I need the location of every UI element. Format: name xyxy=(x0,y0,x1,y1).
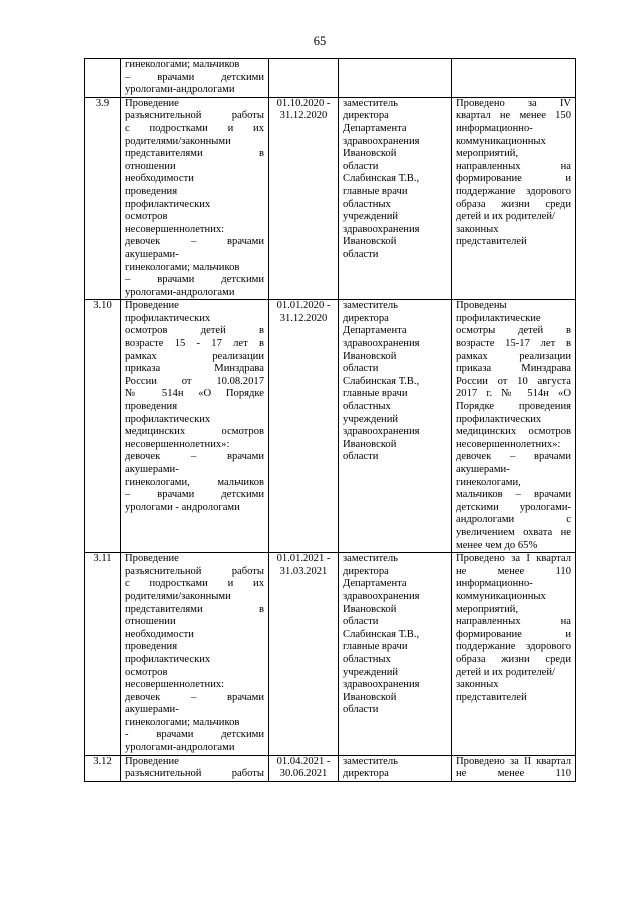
period-cell-line: 01.01.2020 - xyxy=(276,300,331,312)
period-cell-line: 01.04.2021 - xyxy=(276,755,331,767)
activity-cell-line: акушерами- xyxy=(125,464,179,475)
row-number xyxy=(85,59,121,98)
result-cell-line: коммуникационных xyxy=(456,135,546,147)
responsible-cell-line: областных xyxy=(343,198,391,210)
activity-cell-line: - врачами детскими xyxy=(125,729,264,741)
result-cell xyxy=(452,97,576,300)
responsible-cell-line: области xyxy=(343,160,379,172)
responsible-cell-line: учреждений xyxy=(343,413,399,425)
responsible-cell xyxy=(339,553,452,756)
result-cell-line: акушерами- xyxy=(456,464,510,475)
result-cell-line: Проведено за I квартал xyxy=(456,553,571,565)
activity-cell-line: Проведение xyxy=(125,755,179,767)
activity-cell-line: родителями/законными xyxy=(125,590,231,602)
activity-cell-line: с подростками и их xyxy=(125,578,264,590)
result-cell-line: не менее 110 xyxy=(456,768,571,780)
result-cell-line: Проведены xyxy=(456,300,507,312)
activity-cell-line: девочек – врачами xyxy=(125,236,264,248)
activity-cell-line: возрасте 15 - 17 лет в xyxy=(125,338,264,350)
responsible-cell-line: области xyxy=(343,363,379,375)
activity-cell-line: необходимости xyxy=(125,173,194,185)
responsible-cell-line: Департамента xyxy=(343,325,407,337)
period-cell-line: 30.06.2021 xyxy=(279,768,328,780)
responsible-cell-line: Слабинская Т.В., xyxy=(343,173,420,185)
plan-table-body xyxy=(85,59,576,782)
activity-cell-line: представителями в xyxy=(125,603,264,615)
activity-cell-line: несовершеннолетних»: xyxy=(125,438,230,450)
result-cell-line: информационно- xyxy=(456,578,533,590)
result-cell-line: России от 10 августа xyxy=(456,375,571,387)
table-row xyxy=(85,59,576,98)
activity-cell-line: разъяснительной работы xyxy=(125,768,264,780)
responsible-cell-line: областных xyxy=(343,653,391,665)
responsible-cell xyxy=(339,97,452,300)
row-number: 3.12 xyxy=(85,755,121,781)
responsible-cell-line: Слабинская Т.В., xyxy=(343,375,420,387)
table-row xyxy=(85,300,576,553)
activity-cell xyxy=(121,59,269,98)
period-cell xyxy=(269,553,339,756)
result-cell-line: детей и их родителей/ xyxy=(456,666,555,678)
activity-cell-line: Проведение xyxy=(125,97,179,109)
responsible-cell-line: Ивановской xyxy=(343,691,397,703)
responsible-cell-line: здравоохранения xyxy=(343,590,420,602)
activity-cell-line: разъяснительной работы xyxy=(125,110,264,122)
result-cell xyxy=(452,553,576,756)
period-cell-line: 31.12.2020 xyxy=(279,312,328,324)
responsible-cell-line: директора xyxy=(343,768,389,780)
result-cell-line: профилактические xyxy=(456,312,541,324)
responsible-cell-line: Ивановской xyxy=(343,148,397,160)
responsible-cell xyxy=(339,300,452,553)
row-number: 3.11 xyxy=(85,553,121,756)
activity-cell-line: Проведение xyxy=(125,300,179,312)
result-cell-line: мероприятий, xyxy=(456,148,519,160)
responsible-cell-line: здравоохранения xyxy=(343,135,420,147)
activity-cell-line: разъяснительной работы xyxy=(125,565,264,577)
row-number: 3.10 xyxy=(85,300,121,553)
activity-cell-line: урологами-андрологами xyxy=(125,286,235,298)
result-cell-line: представителей xyxy=(456,236,527,248)
activity-cell-line: отношении xyxy=(125,616,176,628)
responsible-cell-line: области xyxy=(343,616,379,628)
result-cell-line: несовершеннолетних»: xyxy=(456,438,561,450)
activity-cell-line: – врачами детскими xyxy=(125,274,264,286)
result-cell-line: девочек – врачами xyxy=(456,451,571,463)
activity-cell xyxy=(121,553,269,756)
activity-cell-line: профилактических xyxy=(125,312,211,324)
period-cell xyxy=(269,300,339,553)
responsible-cell-line: заместитель xyxy=(343,755,399,767)
activity-cell-line: отношении xyxy=(125,160,176,172)
activity-cell-line: гинекологами; мальчиков xyxy=(125,261,240,273)
activity-cell xyxy=(121,755,269,781)
activity-cell xyxy=(121,300,269,553)
responsible-cell-line: здравоохранения xyxy=(343,338,420,350)
activity-cell-line: № 514н «О Порядке xyxy=(125,388,264,400)
result-cell-line: детскими урологами- xyxy=(456,501,571,513)
activity-cell-line: акушерами- xyxy=(125,704,179,716)
result-cell-line: мероприятий, xyxy=(456,603,519,615)
activity-cell xyxy=(121,97,269,300)
activity-cell-line: несовершеннолетних: xyxy=(125,679,225,691)
result-cell-line: направленных на xyxy=(456,616,571,628)
activity-cell-line: урологами-андрологами xyxy=(125,84,235,96)
responsible-cell-line: заместитель xyxy=(343,300,399,312)
result-cell-line: формирование и xyxy=(456,173,571,185)
responsible-cell-line: заместитель xyxy=(343,553,399,565)
responsible-cell-line: Ивановской xyxy=(343,350,397,362)
activity-cell-line: родителями/законными xyxy=(125,135,231,147)
result-cell-line: Проведено за IV xyxy=(456,97,571,109)
result-cell-line: Проведено за II квартал xyxy=(456,755,571,767)
responsible-cell-line: Ивановской xyxy=(343,236,397,248)
responsible-cell-line: учреждений xyxy=(343,666,399,678)
plan-table xyxy=(84,58,576,782)
responsible-cell-line: здравоохранения xyxy=(343,426,420,438)
responsible-cell-line: областных xyxy=(343,401,391,413)
activity-cell-line: необходимости xyxy=(125,628,194,640)
result-cell-line: не менее 110 xyxy=(456,565,571,577)
result-cell-line: медицинских осмотров xyxy=(456,426,571,438)
responsible-cell-line: области xyxy=(343,248,379,260)
activity-cell-line: России от 10.08.2017 xyxy=(125,375,264,387)
responsible-cell-line: Департамента xyxy=(343,578,407,590)
result-cell-line: направленных на xyxy=(456,160,571,172)
activity-cell-line: девочек – врачами xyxy=(125,451,264,463)
responsible-cell-line: главные врачи xyxy=(343,185,408,197)
activity-cell-line: осмотров xyxy=(125,211,168,223)
period-cell-line: 31.12.2020 xyxy=(279,110,328,122)
activity-cell-line: осмотров детей в xyxy=(125,325,264,337)
result-cell-line: детей и их родителей/ xyxy=(456,211,555,223)
responsible-cell-line: области xyxy=(343,704,379,716)
activity-cell-line: профилактических xyxy=(125,413,211,425)
activity-cell-line: рамках реализации xyxy=(125,350,264,362)
activity-cell-line: Проведение xyxy=(125,553,179,565)
result-cell xyxy=(452,300,576,553)
responsible-cell-line: Ивановской xyxy=(343,603,397,615)
activity-cell-line: проведения xyxy=(125,641,178,653)
activity-cell-line: медицинских осмотров xyxy=(125,426,264,438)
activity-cell-line: девочек – врачами xyxy=(125,691,264,703)
responsible-cell-line: заместитель xyxy=(343,97,399,109)
result-cell-line: поддержание здорового xyxy=(456,641,571,653)
result-cell-line: законных xyxy=(456,679,499,691)
period-cell xyxy=(269,755,339,781)
result-cell-line: Порядке проведения xyxy=(456,401,571,413)
activity-cell-line: осмотров xyxy=(125,666,168,678)
activity-cell-line: с подростками и их xyxy=(125,122,264,134)
result-cell-line: 2017 г. № 514н «О xyxy=(456,388,571,400)
row-number: 3.9 xyxy=(85,97,121,300)
result-cell-line: квартал не менее 150 xyxy=(456,110,571,122)
activity-cell-line: представителями в xyxy=(125,148,264,160)
result-cell xyxy=(452,59,576,98)
result-cell-line: коммуникационных xyxy=(456,590,546,602)
responsible-cell-line: директора xyxy=(343,565,389,577)
responsible-cell-line: Ивановской xyxy=(343,438,397,450)
result-cell-line: образа жизни среди xyxy=(456,198,571,210)
activity-cell-line: профилактических xyxy=(125,198,211,210)
responsible-cell-line: здравоохранения xyxy=(343,679,420,691)
responsible-cell-line: главные врачи xyxy=(343,388,408,400)
result-cell-line: андрологами с xyxy=(456,514,571,526)
result-cell-line: менее чем до 65% xyxy=(456,539,538,551)
activity-cell-line: гинекологами; мальчиков xyxy=(125,716,240,728)
result-cell-line: представителей xyxy=(456,691,527,703)
result-cell-line: возрасте 15-17 лет в xyxy=(456,338,571,350)
page-number: 65 xyxy=(313,34,327,48)
table-row xyxy=(85,97,576,300)
responsible-cell-line: директора xyxy=(343,110,389,122)
activity-cell-line: – врачами детскими xyxy=(125,489,264,501)
activity-cell-line: гинекологами; мальчиков xyxy=(125,59,240,70)
period-cell-line: 01.10.2020 - xyxy=(276,97,331,109)
activity-cell-line: проведения xyxy=(125,185,178,197)
responsible-cell-line: главные врачи xyxy=(343,641,408,653)
responsible-cell-line: здравоохранения xyxy=(343,223,420,235)
result-cell-line: осмотры детей в xyxy=(456,325,571,337)
period-cell-line: 31.03.2021 xyxy=(279,565,328,577)
responsible-cell xyxy=(339,755,452,781)
activity-cell-line: несовершеннолетних: xyxy=(125,223,225,235)
activity-cell-line: урологами - андрологами xyxy=(125,501,240,513)
period-cell xyxy=(269,97,339,300)
result-cell-line: информационно- xyxy=(456,122,533,134)
result-cell-line: профилактических xyxy=(456,413,542,425)
responsible-cell-line: Слабинская Т.В., xyxy=(343,628,420,640)
result-cell-line: формирование и xyxy=(456,628,571,640)
table-row xyxy=(85,553,576,756)
table-row xyxy=(85,755,576,781)
result-cell-line: увеличением охвата не xyxy=(456,526,571,538)
period-cell-line: 01.01.2021 - xyxy=(276,553,331,565)
responsible-cell xyxy=(339,59,452,98)
responsible-cell-line: Департамента xyxy=(343,122,407,134)
responsible-cell-line: области xyxy=(343,451,379,463)
result-cell xyxy=(452,755,576,781)
responsible-cell-line: директора xyxy=(343,312,389,324)
result-cell-line: законных xyxy=(456,223,499,235)
result-cell-line: поддержание здорового xyxy=(456,185,571,197)
result-cell-line: приказа Минздрава xyxy=(456,363,571,375)
result-cell-line: мальчиков – врачами xyxy=(456,489,571,501)
activity-cell-line: приказа Минздрава xyxy=(125,363,264,375)
activity-cell-line: проведения xyxy=(125,401,178,413)
result-cell-line: рамках реализации xyxy=(456,350,571,362)
responsible-cell-line: учреждений xyxy=(343,211,399,223)
period-cell xyxy=(269,59,339,98)
activity-cell-line: гинекологами, мальчиков xyxy=(125,476,264,488)
result-cell-line: гинекологами, xyxy=(456,476,521,488)
activity-cell-line: профилактических xyxy=(125,653,211,665)
result-cell-line: образа жизни среди xyxy=(456,653,571,665)
activity-cell-line: акушерами- xyxy=(125,248,179,260)
activity-cell-line: урологами-андрологами xyxy=(125,742,235,754)
activity-cell-line: – врачами детскими xyxy=(125,71,264,83)
